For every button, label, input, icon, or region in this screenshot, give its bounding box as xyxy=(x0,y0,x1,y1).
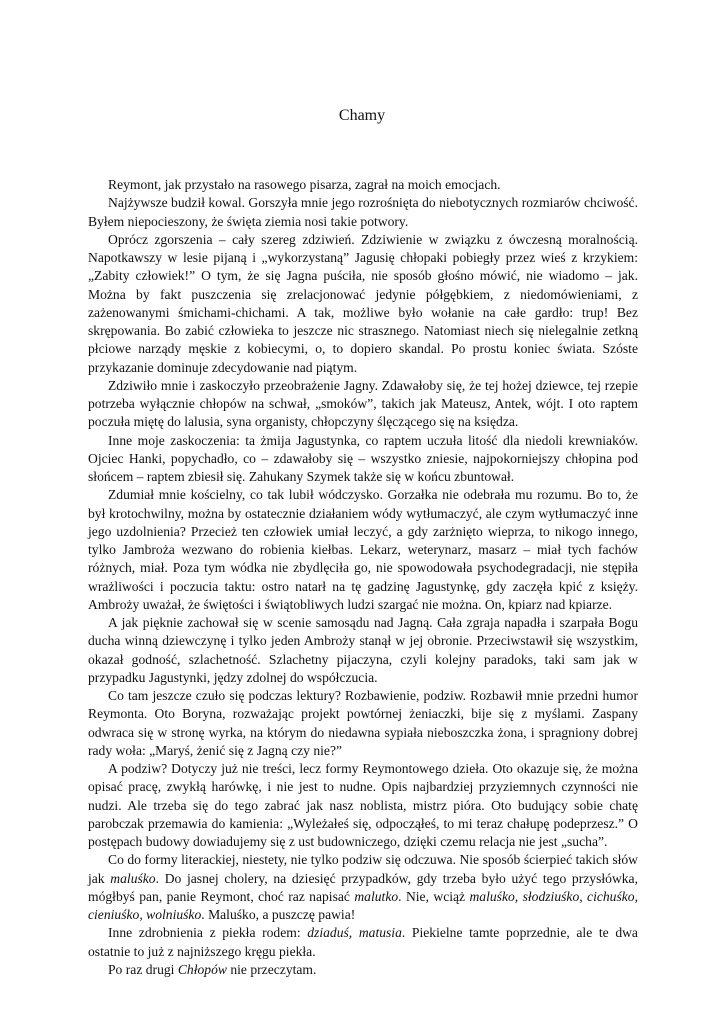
paragraph xyxy=(88,377,638,432)
paragraph xyxy=(88,924,638,961)
paragraph-text: Inne moje zaskoczenia: ta żmija Jagustynka, co raptem uczuła litość dla niedoli krewniaków. Ojciec Hanki, popychadło, co – zdawałoby się – wszystko zniesie, najpokorniejszy chłopina pod słońcem – raptem zbiesił się. Zahukany Szymek także się w końcu zbuntował. xyxy=(88,432,638,484)
paragraph-text: Zdumiał mnie kościelny, co tak lubił wódczysko. Gorzałka nie odebrała mu rozumu. Bo to, że był krotochwilny, można by ostatecznie działaniem wódy wytłumaczyć, ale czym wytłumaczyć inne jego uzdolnienia? Przecież ten człowiek umiał leczyć, a gdy zarżnięto wieprza, to nikogo innego, tylko Jambroża wezwano do robienia kiełbas. Lekarz, weterynarz, masarz – miał tych fachów różnych, miał. Poza tym wódka nie zbydlęciła go, nie spowodowała psychodegradacji, nie stępiła wrażliwości i poczucia taktu: ostro natarł na tę gadzinę Jagustynkę, gdy zaczęła kpić z księży. Ambroży uważał, że świętości i świątobliwych ludzi szargać nie można. On, kpiarz nad kpiarze. xyxy=(88,487,638,612)
paragraph xyxy=(88,194,638,231)
paragraph xyxy=(88,851,638,924)
paragraph-text: A jak pięknie zachował się w scenie samosądu nad Jagną. Cała zgraja napadła i szarpała Bogu ducha winną dziewczynę i tylko jeden Ambroży stanął w jej obronie. Przeciwstawił się wszystkim, okazał godność, szlachetność. Szlachetny pijaczyna, czyli kolejny paradoks, taki sam jak w przypadku Jagustynki, jędzy zdolnej do współczucia. xyxy=(88,615,638,685)
paragraph xyxy=(88,486,638,614)
paragraph-text: Po raz drugi xyxy=(108,961,178,977)
paragraph-text: Co tam jeszcze czuło się podczas lektury? Rozbawienie, podziw. Rozbawił mnie przedni humor Reymonta. Oto Boryna, rozważając projekt powtórnej żeniaczki, bije się z myślami. Zaspany odwraca się w stronę wyrka, na którym do niedawna sypiała nieboszczka żona, i spragniony dobrej rady woła: „Maryś, żenić się z Jagną czy nie?” xyxy=(88,688,638,758)
paragraph-text: A podziw? Dotyczy już nie treści, lecz formy Reymontowego dzieła. Oto okazuje się, że można opisać pracę, zwykłą harówkę, i nie jest to nudne. Opis najbardziej przyziemnych czynności nie nudzi. Ale trzeba się do tego zabrać jak nasz noblista, mistrz pióra. Oto budujący sobie chatę parobczak przemawia do kamienia: „Wyleżałeś się, odpocząłeś, to mi teraz chałupę podeprzesz.” O postępach budowy dowiadujemy się z ust budowniczego, dzięki czemu relacja nie jest „sucha”. xyxy=(88,761,638,849)
paragraph-text: Co do formy literackiej, niestety, nie tylko podziw się odczuwa. Nie sposób ścierpieć takich słów jak xyxy=(88,852,638,886)
italic-text: maluśko, słodziuśko, cichuśko, cieniuśko, wolniuśko xyxy=(88,888,638,922)
paragraph-text: . Maluśko, a puszczę pawia! xyxy=(201,907,356,922)
paragraph xyxy=(88,432,638,487)
paragraph-text: Zdziwiło mnie i zaskoczyło przeobrażenie Jagny. Zdawałoby się, że tej hożej dziewce, tej rzepie potrzeba wyłącznie chłopów na schwał, „smoków”, takich jak Mateusz, Antek, wójt. I oto raptem poczuła miętę do lalusia, syna organisty, chłopczyny ślęczącego się na księdza. xyxy=(88,377,638,430)
paragraph-text: Inne zdrobnienia z piekła rodem: xyxy=(108,925,308,941)
paragraph xyxy=(88,961,638,979)
document-title: Chamy xyxy=(338,107,386,124)
document-body xyxy=(88,176,638,979)
paragraph-text: Reymont, jak przystało na rasowego pisarza, zagrał na moich emocjach. xyxy=(108,177,501,192)
paragraph-text: nie przeczytam. xyxy=(226,961,317,977)
paragraph-text: . Piekielne tamte poprzednie, ale te dwa ostatnie to już z najniższego kręgu piekła. xyxy=(88,925,638,959)
paragraph xyxy=(88,231,638,377)
paragraph xyxy=(88,760,638,851)
paragraph xyxy=(88,614,638,687)
italic-text: maluśko xyxy=(110,870,156,886)
paragraph-text: . Do jasnej cholery, na dziesięć przypadków, gdy trzeba było użyć tego przysłówka, mógłbyś pan, panie Reymont, choć raz napisać xyxy=(88,870,638,904)
paragraph xyxy=(88,687,638,760)
italic-text: malutko xyxy=(354,888,399,904)
paragraph-text: . Nie, wciąż xyxy=(398,888,470,904)
paragraph-text: Najżywsze budził kowal. Gorszyła mnie jego rozrośnięta do niebotycznych rozmiarów chciwość. Byłem niepocieszony, że święta ziemia nosi takie potwory. xyxy=(88,195,638,229)
paragraph-text: Oprócz zgorszenia – cały szereg zdziwień. Zdziwienie w związku z ówczesną moralnością. Napotkawszy w lesie pijaną i „wykorzystaną” Jagusię chłopaki pobiegły przez wieś z krzykiem: „Zabity człowiek!” O tym, że się Jagna puściła, nie sposób głośno mówić, nie wiadomo – jak. Można by fakt puszczenia się zrelacjonować jedynie półgębkiem, z niedomówieniami, z zażenowanymi śmichami-chichami. A tak, możliwe było wołanie na całe gardło: trup! Bez skrępowania. Bo zabić człowieka to jeszcze nic strasznego. Natomiast niech się nielegalnie zetkną płciowe narządy męskie z kobiecymi, o, to dopiero skandal. Po prostu koniec świata. Szóste przykazanie dominuje zdecydowanie nad piątym. xyxy=(88,231,638,375)
paragraph xyxy=(88,176,638,194)
italic-text: Chłopów xyxy=(177,961,227,977)
italic-text: dziaduś, matusia xyxy=(307,925,402,941)
